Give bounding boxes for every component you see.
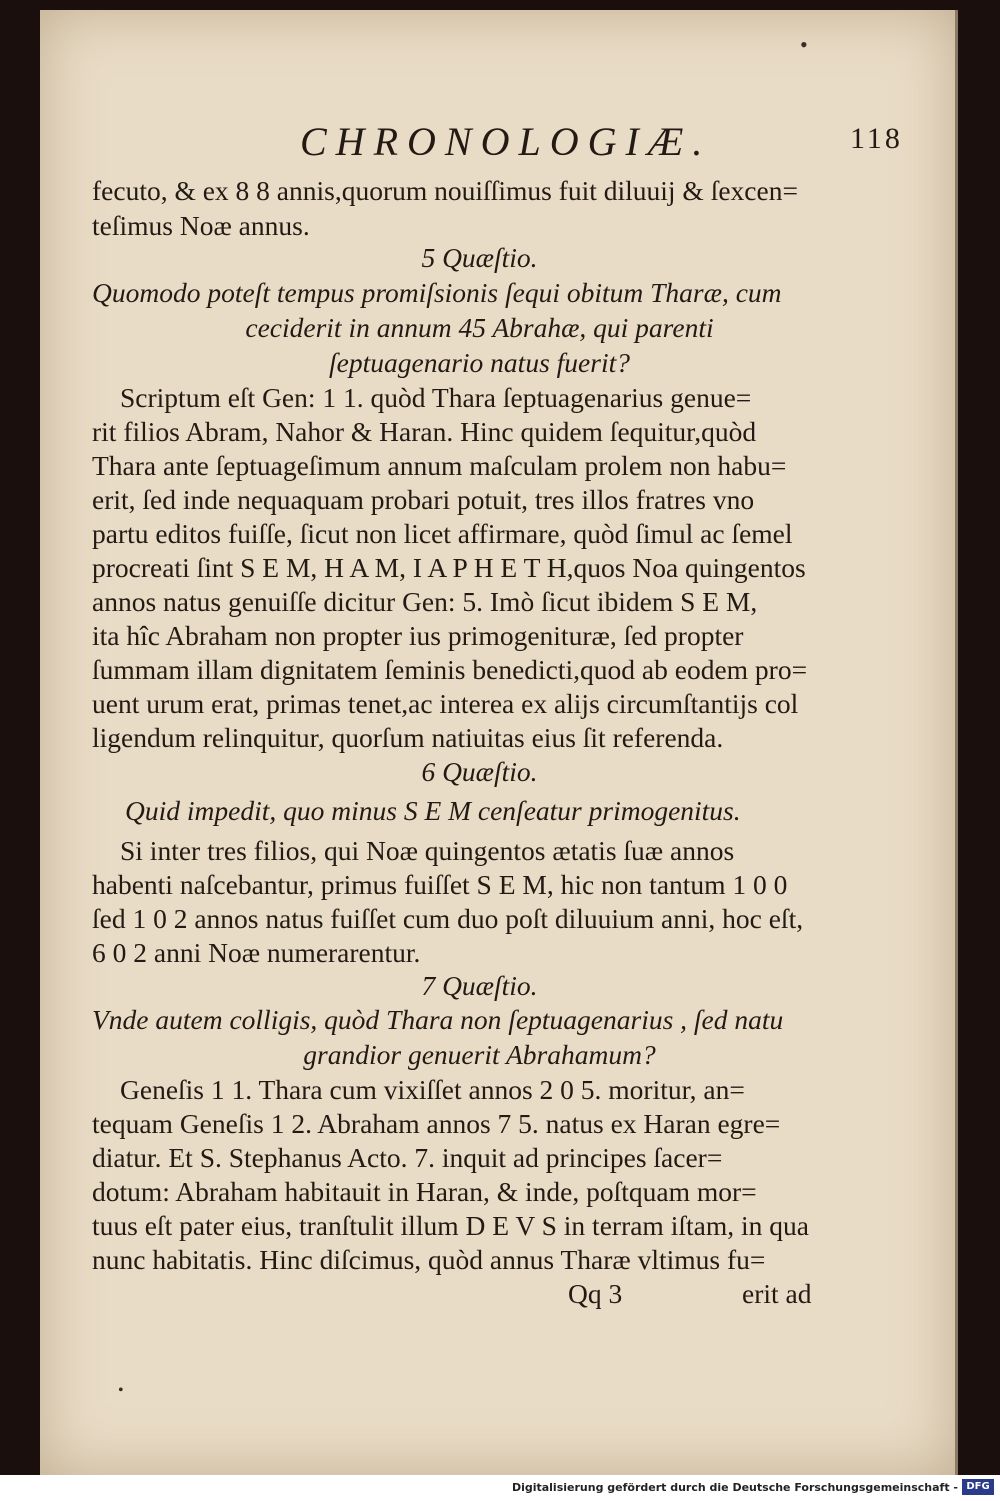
text-line: tuus eſt pater eius, tranſtulit illum D E V S in terram iſtam, in qua [92, 1210, 809, 1241]
text-line: nunc habitatis. Hinc diſcimus, quòd annus Tharæ vltimus fu= [92, 1244, 766, 1275]
ink-speck: • [800, 32, 808, 57]
question-title: ceciderit in annum 45 Abrahæ, qui parenti [245, 312, 714, 343]
text-line: ligendum relinquitur, quorſum natiuitas eius ſit referenda. [92, 722, 724, 753]
text-line: erit, ſed inde nequaquam probari potuit, tres illos fratres vno [92, 484, 755, 515]
text-line: uent urum erat, primas tenet,ac interea ex alijs circumſtantijs col [92, 688, 799, 719]
text-line: teſimus Noæ annus. [92, 210, 310, 241]
text-line: tequam Geneſis 1 2. Abraham annos 7 5. natus ex Haran egre= [92, 1108, 781, 1139]
question-heading: 7 Quæſtio. [421, 970, 538, 1001]
text-line: 6 0 2 anni Noæ numerarentur. [92, 937, 421, 968]
funding-credit: Digitalisierung gefördert durch die Deutsche Forschungsgemeinschaft - [511, 1481, 958, 1494]
text-line: ſummam illam dignitatem ſeminis benedicti,quod ab eodem pro= [92, 654, 808, 685]
question-heading: 6 Quæſtio. [421, 756, 538, 787]
signature-mark: Qq 3 [568, 1278, 623, 1309]
text-line: habenti naſcebantur, primus fuiſſet S E M, hic non tantum 1 0 0 [92, 869, 788, 900]
text-line: Thara ante ſeptuageſimum annum maſculam prolem non habu= [92, 450, 787, 481]
text-line: rit filios Abram, Nahor & Haran. Hinc quidem ſequitur,quòd [92, 416, 757, 447]
book-page [40, 10, 958, 1475]
question-title: ſeptuagenario natus fuerit? [329, 347, 630, 378]
catchword: erit ad [742, 1278, 812, 1309]
question-heading: 5 Quæſtio. [421, 242, 538, 273]
text-line: Si inter tres filios, qui Noæ quingentos ætatis ſuæ annos [120, 835, 735, 866]
running-title: CHRONOLOGIÆ. [300, 119, 712, 164]
text-line: ita hîc Abraham non propter ius primogenituræ, ſed propter [92, 620, 744, 651]
digitization-footer [0, 1475, 1000, 1501]
question-title: Quid impedit, quo minus S E M cenſeatur primogenitus. [125, 795, 741, 826]
text-line: annos natus genuiſſe dicitur Gen: 5. Imò ſicut ibidem S E M, [92, 586, 758, 617]
text-line: dotum: Abraham habitauit in Haran, & inde, poſtquam mor= [92, 1176, 757, 1207]
text-line: Scriptum eſt Gen: 1 1. quòd Thara ſeptuagenarius genue= [120, 382, 752, 413]
text-line: ſed 1 0 2 annos natus fuiſſet cum duo poſt diluuium anni, hoc eſt, [92, 903, 804, 934]
page-number: 118 [850, 122, 903, 155]
ink-speck: • [118, 1382, 124, 1399]
text-line: procreati ſint S E M, H A M, I A P H E T H,quos Noa quingentos [92, 552, 806, 583]
question-title: Vnde autem colligis, quòd Thara non ſeptuagenarius , ſed natu [92, 1004, 784, 1035]
text-line: partu editos fuiſſe, ſicut non licet affirmare, quòd ſimul ac ſemel [92, 518, 793, 549]
question-title: grandior genuerit Abrahamum? [303, 1039, 656, 1070]
question-title: Quomodo poteſt tempus promiſsionis ſequi obitum Tharæ, cum [92, 277, 782, 308]
text-line: diatur. Et S. Stephanus Acto. 7. inquit ad principes ſacer= [92, 1142, 723, 1173]
text-line: fecuto, & ex 8 8 annis,quorum nouiſſimus fuit diluuij & ſexcen= [92, 175, 798, 206]
text-line: Geneſis 1 1. Thara cum vixiſſet annos 2 0 5. moritur, an= [120, 1074, 745, 1105]
dfg-logo: DFG [962, 1479, 994, 1495]
